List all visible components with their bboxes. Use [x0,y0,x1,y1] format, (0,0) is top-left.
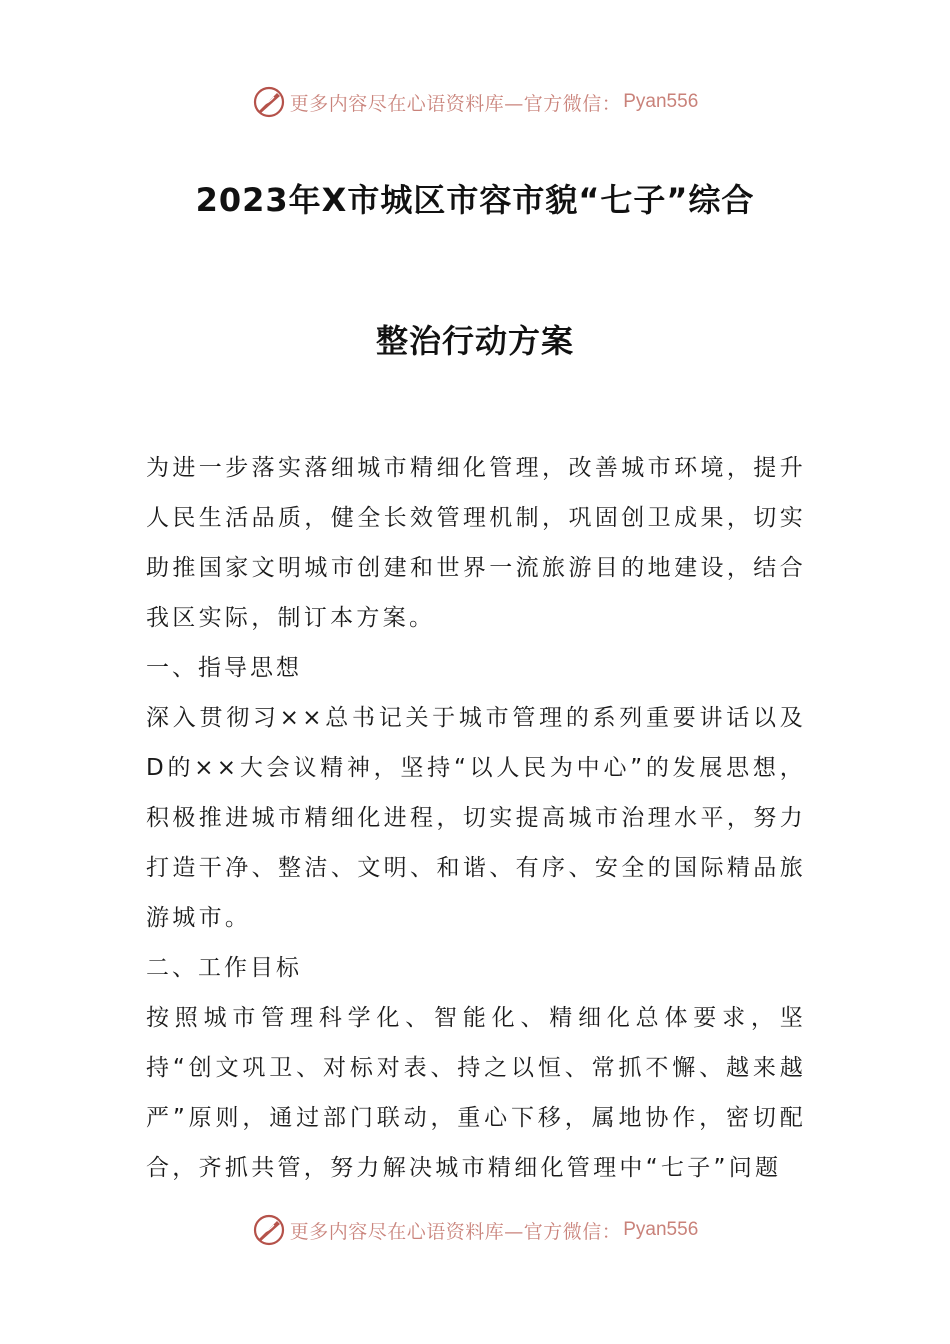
banner-text: 更多内容尽在心语资料库—官方微信： [289,1220,622,1243]
paragraph-guiding-ideology: 深入贯彻习××总书记关于城市管理的系列重要讲话以及D的××大会议精神，坚持“以人民为中心”的发展思想，积极推进城市精细化进程，切实提高城市治理水平，努力打造干净、整洁、文明、和谐、有序、安全的国际精品旅游城市。 [146,705,806,931]
section-heading-work-goals: 二、工作目标 [146,955,302,981]
banner-wechat-id: Pyan556 [623,1219,699,1240]
document-title-line-2: 整治行动方案 [375,322,574,360]
paragraph-intro: 为进一步落实落细城市精细化管理，改善城市环境，提升人民生活品质，健全长效管理机制，巩固创卫成果，切实助推国家文明城市创建和世界一流旅游目的地建设，结合我区实际，制订本方案。 [146,455,806,631]
section-heading-guiding-ideology: 一、指导思想 [146,655,302,681]
paragraph-work-goals: 按照城市管理科学化、智能化、精细化总体要求，坚持“创文巩卫、对标对表、持之以恒、常抓不懈、越来越严”原则，通过部门联动，重心下移，属地协作，密切配合，齐抓共管，努力解决城市精细化管理中“七子”问题 [146,1005,806,1181]
banner-wechat-id: Pyan556 [623,91,699,112]
document-title-line-1: 2023年X市城区市容市貌“七子”综合 [195,181,755,219]
footer-banner [0,1210,950,1250]
header-banner [0,82,950,122]
quill-logo-icon [252,1213,286,1247]
banner-text: 更多内容尽在心语资料库—官方微信： [289,92,622,115]
document-body [146,443,806,1193]
quill-logo-icon [252,85,286,119]
